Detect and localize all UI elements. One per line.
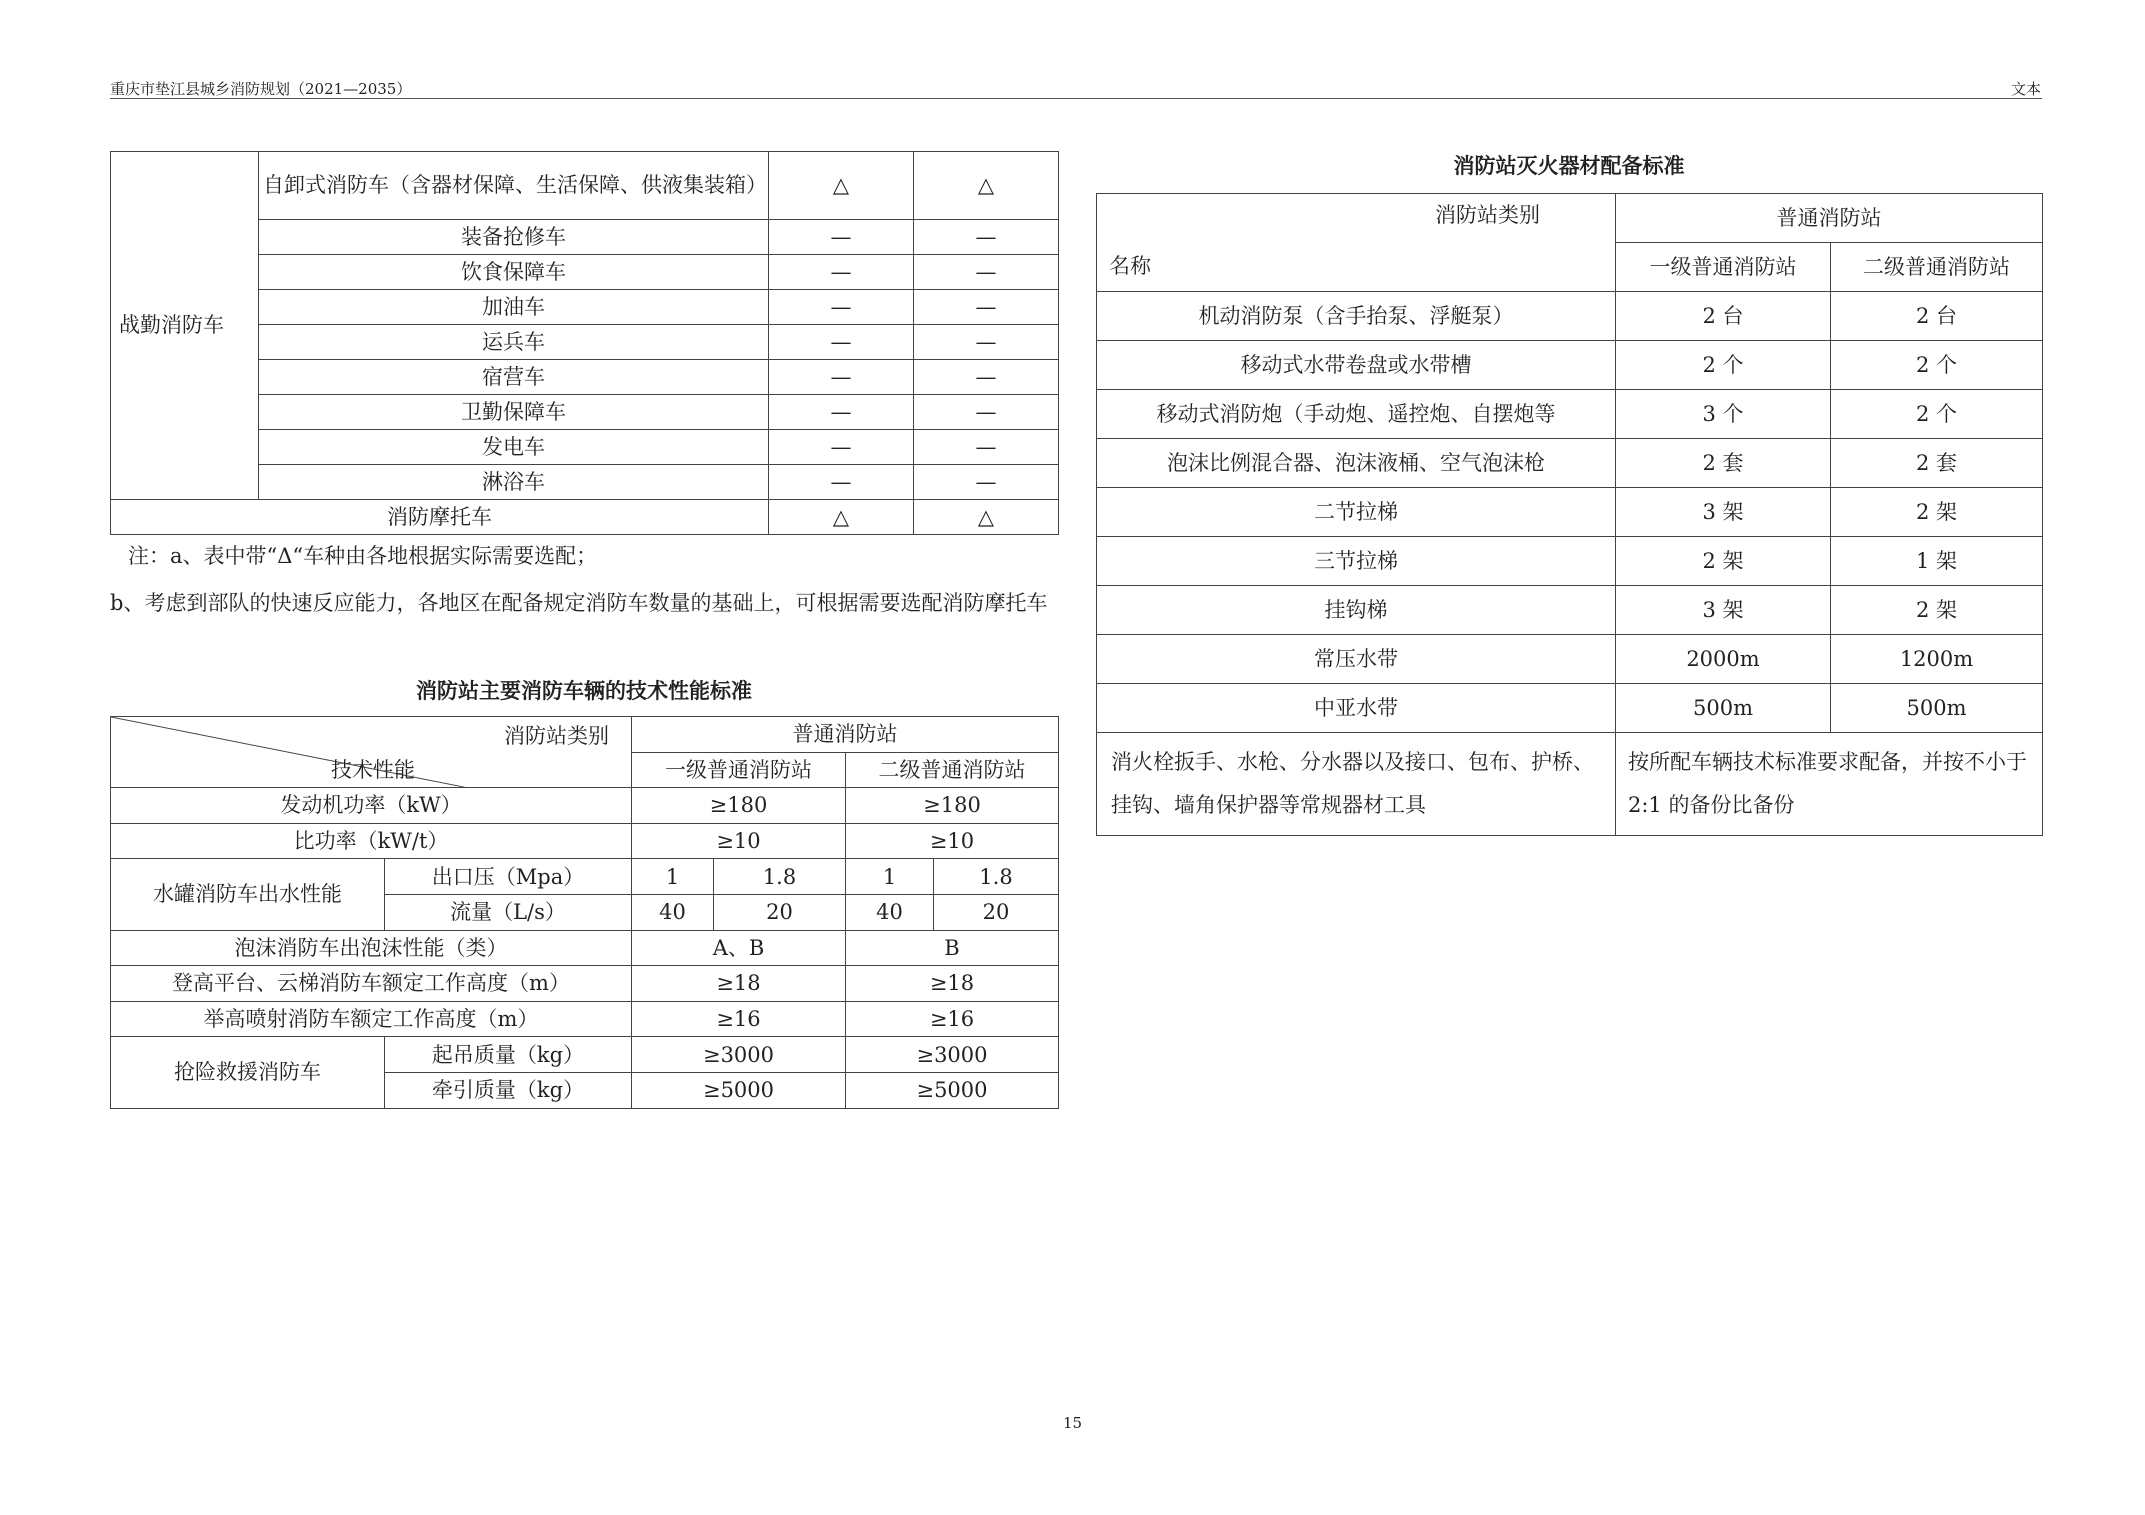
vehicle-mark: — (914, 465, 1059, 500)
cell-value: 2 套 (1616, 439, 1831, 488)
category-cell: 战勤消防车 (111, 152, 259, 500)
cell-value: 2 个 (1831, 341, 2043, 390)
cell-value: ≥18 (846, 966, 1059, 1002)
cell-value: 2 个 (1616, 341, 1831, 390)
table-row (111, 966, 1059, 1002)
table-row (1097, 537, 2043, 586)
cell-value: 3 个 (1616, 390, 1831, 439)
equipment-name: 机动消防泵（含手抬泵、浮艇泵） (1097, 292, 1616, 341)
cell-value: 20 (934, 894, 1059, 930)
vehicle-mark: — (914, 255, 1059, 290)
row-label: 登高平台、云梯消防车额定工作高度（m） (111, 966, 632, 1002)
row-label: 流量（L/s） (385, 894, 632, 930)
cell-value: 40 (632, 894, 714, 930)
diagonal-bottom-label: 技术性能 (331, 757, 415, 782)
cell-value: 500m (1616, 684, 1831, 733)
cell-value: 2 台 (1616, 292, 1831, 341)
diagonal-header (1097, 194, 1616, 292)
cell-value: ≥16 (632, 1001, 846, 1037)
group-header: 普通消防站 (1616, 194, 2043, 243)
equipment-name: 移动式消防炮（手动炮、遥控炮、自摆炮等 (1097, 390, 1616, 439)
table-row (111, 859, 1059, 895)
cell-value: 1 (846, 859, 934, 895)
row-label: 举高喷射消防车额定工作高度（m） (111, 1001, 632, 1037)
cell-value: 500m (1831, 684, 2043, 733)
vehicle-mark: — (914, 395, 1059, 430)
cell-value: 40 (846, 894, 934, 930)
row-label: 起吊质量（kg） (385, 1037, 632, 1073)
row-label: 牵引质量（kg） (385, 1072, 632, 1108)
equipment-name: 挂钩梯 (1097, 586, 1616, 635)
cell-value: 1.8 (934, 859, 1059, 895)
equipment-name: 中亚水带 (1097, 684, 1616, 733)
cell-value: 2 台 (1831, 292, 2043, 341)
cell-value: ≥3000 (632, 1037, 846, 1073)
vehicle-mark: — (769, 430, 914, 465)
cell-value: 2 架 (1831, 488, 2043, 537)
vehicle-name: 自卸式消防车（含器材保障、生活保障、供液集装箱） (259, 152, 769, 220)
cell-value: ≥180 (846, 788, 1059, 824)
cell-value: ≥3000 (846, 1037, 1059, 1073)
col-header: 一级普通消防站 (1616, 243, 1831, 292)
vehicle-name: 淋浴车 (259, 465, 769, 500)
vehicle-name: 宿营车 (259, 360, 769, 395)
equipment-name: 泡沫比例混合器、泡沫液桶、空气泡沫枪 (1097, 439, 1616, 488)
vehicle-mark: — (769, 360, 914, 395)
cell-value: 3 架 (1616, 586, 1831, 635)
table-row (1097, 684, 2043, 733)
cell-value: ≥5000 (632, 1072, 846, 1108)
equipment-name: 三节拉梯 (1097, 537, 1616, 586)
diagonal-top-label: 消防站类别 (1435, 203, 1540, 227)
table-row (111, 152, 1059, 220)
group-header: 普通消防站 (632, 717, 1059, 753)
vehicle-name: 消防摩托车 (111, 500, 769, 535)
vehicle-mark: — (769, 325, 914, 360)
vehicle-name: 加油车 (259, 290, 769, 325)
equipment-name: 移动式水带卷盘或水带槽 (1097, 341, 1616, 390)
table-row (111, 788, 1059, 824)
vehicle-mark: — (769, 465, 914, 500)
table-row (111, 500, 1059, 535)
table-row (1097, 292, 2043, 341)
diagonal-header (111, 717, 632, 788)
row-label: 出口压（Mpa） (385, 859, 632, 895)
cell-value: 20 (714, 894, 846, 930)
vehicle-mark: — (914, 430, 1059, 465)
table-row (1097, 194, 2043, 243)
table-row (1097, 488, 2043, 537)
cell-value: 2 架 (1831, 586, 2043, 635)
col-header: 二级普通消防站 (1831, 243, 2043, 292)
vehicle-mark: △ (914, 152, 1059, 220)
row-label: 抢险救援消防车 (111, 1037, 385, 1108)
vehicle-name: 饮食保障车 (259, 255, 769, 290)
row-label: 泡沫消防车出泡沫性能（类） (111, 930, 632, 966)
cell-value: 1 架 (1831, 537, 2043, 586)
cell-value: 2 个 (1831, 390, 2043, 439)
cell-value: B (846, 930, 1059, 966)
vehicle-mark: — (769, 290, 914, 325)
vehicle-mark: — (914, 360, 1059, 395)
vehicle-mark: △ (769, 152, 914, 220)
table-row (1097, 586, 2043, 635)
cell-value: 1200m (1831, 635, 2043, 684)
vehicle-mark: — (769, 220, 914, 255)
vehicle-mark: — (769, 395, 914, 430)
col-header: 一级普通消防站 (632, 752, 846, 788)
cell-value: 2 套 (1831, 439, 2043, 488)
note-a: 注：a、表中带“Δ“车种由各地根据实际需要选配； (128, 544, 598, 568)
header-section: 文本 (2010, 80, 2041, 98)
note-b: b、考虑到部队的快速反应能力，各地区在配备规定消防车数量的基础上，可根据需要选配消防摩托车 (110, 591, 1048, 615)
equipment-name: 二节拉梯 (1097, 488, 1616, 537)
row-label: 发动机功率（kW） (111, 788, 632, 824)
vehicle-table (110, 151, 1059, 535)
header-title: 重庆市垫江县城乡消防规划（2021—2035） (110, 80, 412, 98)
vehicle-mark: △ (914, 500, 1059, 535)
table3-title: 消防站灭火器材配备标准 (1453, 154, 1685, 178)
cell-value: ≥10 (632, 823, 846, 859)
cell-value: 1 (632, 859, 714, 895)
page-number: 15 (1062, 1414, 1083, 1432)
header-divider (110, 98, 2042, 99)
vehicle-mark: △ (769, 500, 914, 535)
table-row (111, 1037, 1059, 1073)
table-row (1097, 635, 2043, 684)
cell-value: ≥18 (632, 966, 846, 1002)
cell-value: A、B (632, 930, 846, 966)
vehicle-mark: — (914, 290, 1059, 325)
table-row (1097, 341, 2043, 390)
equipment-name: 消火栓扳手、水枪、分水器以及接口、包布、护桥、挂钩、墙角保护器等常规器材工具 (1097, 733, 1616, 836)
vehicle-mark: — (769, 255, 914, 290)
cell-value: ≥16 (846, 1001, 1059, 1037)
vehicle-name: 卫勤保障车 (259, 395, 769, 430)
cell-value: 3 架 (1616, 488, 1831, 537)
cell-value: 2000m (1616, 635, 1831, 684)
table-row (1097, 733, 2043, 836)
vehicle-name: 装备抢修车 (259, 220, 769, 255)
vehicle-name: 运兵车 (259, 325, 769, 360)
cell-value: 2 架 (1616, 537, 1831, 586)
cell-value: ≥5000 (846, 1072, 1059, 1108)
table-row (111, 1001, 1059, 1037)
cell-value: ≥10 (846, 823, 1059, 859)
diagonal-top-label: 消防站类别 (504, 724, 609, 748)
table-row (1097, 439, 2043, 488)
cell-value: 按所配车辆技术标准要求配备，并按不小于2:1 的备份比备份 (1616, 733, 2043, 836)
vehicle-name: 发电车 (259, 430, 769, 465)
table-row (111, 823, 1059, 859)
equipment-name: 常压水带 (1097, 635, 1616, 684)
vehicle-mark: — (914, 325, 1059, 360)
col-header: 二级普通消防站 (846, 752, 1059, 788)
row-label: 比功率（kW/t） (111, 823, 632, 859)
equipment-table (1096, 193, 2043, 836)
cell-value: ≥180 (632, 788, 846, 824)
table2-title: 消防站主要消防车辆的技术性能标准 (416, 679, 752, 703)
table-row (111, 717, 1059, 753)
cell-value: 1.8 (714, 859, 846, 895)
table-row (111, 930, 1059, 966)
vehicle-mark: — (914, 220, 1059, 255)
diagonal-bottom-label: 名称 (1109, 253, 1151, 278)
row-label: 水罐消防车出水性能 (111, 859, 385, 930)
table-row (1097, 390, 2043, 439)
performance-table (110, 716, 1059, 1109)
